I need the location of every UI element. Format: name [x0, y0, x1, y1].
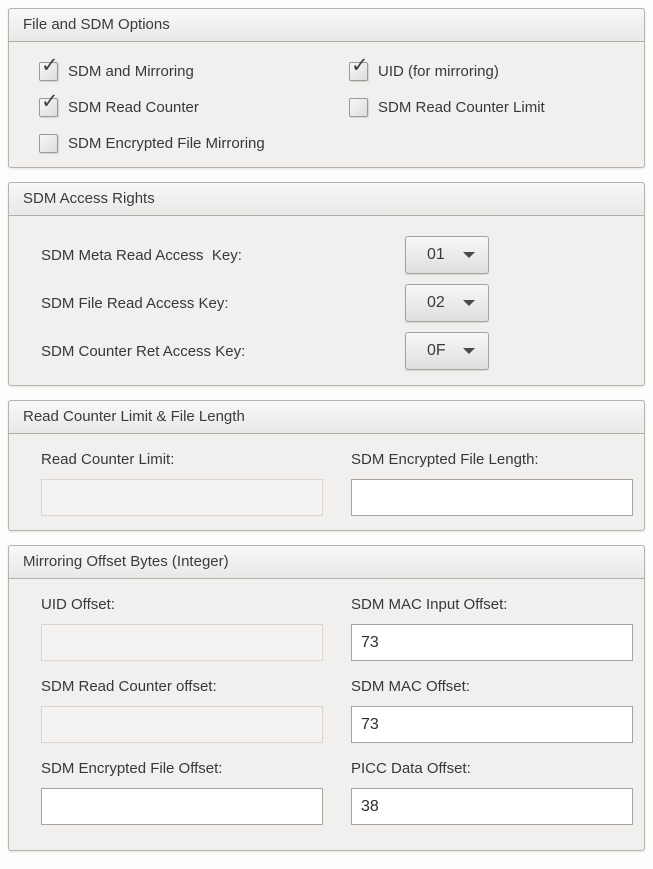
checkbox-grid	[9, 42, 644, 167]
checkbox-box	[39, 90, 59, 117]
group-file-and-sdm-options	[8, 8, 645, 168]
field-label: Read Counter Limit:	[41, 451, 175, 468]
field-picc-data-offset	[351, 743, 633, 825]
field-sdm-mac-offset	[351, 661, 633, 743]
checkbox-sdm-encrypted-file-mirroring[interactable]	[39, 133, 349, 154]
access-rights-row	[9, 327, 644, 375]
caret-down-icon	[463, 300, 475, 306]
input-picc-data-offset[interactable]	[351, 788, 633, 825]
checkbox-label: SDM Read Counter	[68, 99, 199, 116]
field-label: UID Offset:	[41, 596, 115, 613]
group-mirroring-offset-bytes	[8, 545, 645, 851]
dropdown-selected-value: 01	[427, 246, 445, 263]
checkbox-box	[39, 134, 58, 153]
group-title-sdm-access-rights: SDM Access Rights	[9, 183, 644, 216]
field-label: SDM MAC Offset:	[351, 678, 470, 695]
group-read-counter-limit-file-length	[8, 400, 645, 531]
field-label: SDM Encrypted File Length:	[351, 451, 539, 468]
checkbox-box	[349, 54, 369, 81]
checkbox-label: SDM Read Counter Limit	[378, 99, 545, 116]
checkmark-icon: ✓	[41, 54, 59, 77]
field-label: SDM Counter Ret Access Key:	[41, 342, 246, 360]
input-sdm-encrypted-file-length[interactable]	[351, 479, 633, 516]
input-sdm-read-counter-offset	[41, 706, 323, 743]
input-sdm-mac-offset[interactable]	[351, 706, 633, 743]
checkbox-box	[39, 54, 59, 81]
checkbox-sdm-read-counter-limit[interactable]	[349, 97, 634, 118]
field-sdm-encrypted-file-offset	[41, 743, 323, 825]
checkbox-label: UID (for mirroring)	[378, 63, 499, 80]
field-label: SDM Meta Read Access Key:	[41, 246, 242, 264]
dropdown-sdm-meta-read-access-key[interactable]	[405, 236, 489, 274]
checkbox-uid-for-mirroring[interactable]	[349, 54, 634, 82]
checkbox-label: SDM and Mirroring	[68, 63, 194, 80]
dropdown-sdm-counter-ret-access-key[interactable]	[405, 332, 489, 370]
field-sdm-mac-input-offset	[351, 579, 633, 661]
input-sdm-encrypted-file-offset[interactable]	[41, 788, 323, 825]
field-label: SDM File Read Access Key:	[41, 294, 229, 312]
field-uid-offset	[41, 579, 323, 661]
fields-grid	[9, 434, 644, 530]
checkbox-label: SDM Encrypted File Mirroring	[68, 135, 265, 152]
caret-down-icon	[463, 348, 475, 354]
field-read-counter-limit	[41, 434, 323, 516]
input-sdm-mac-input-offset[interactable]	[351, 624, 633, 661]
fields-grid	[9, 579, 644, 850]
group-title-file-and-sdm-options: File and SDM Options	[9, 9, 644, 42]
field-label: SDM MAC Input Offset:	[351, 596, 508, 613]
dropdown-sdm-file-read-access-key[interactable]	[405, 284, 489, 322]
caret-down-icon	[463, 252, 475, 258]
field-sdm-encrypted-file-length	[351, 434, 633, 516]
field-label: PICC Data Offset:	[351, 760, 471, 777]
checkbox-box	[349, 98, 368, 117]
field-label: SDM Encrypted File Offset:	[41, 760, 223, 777]
dropdown-selected-value: 0F	[427, 342, 446, 359]
field-label: SDM Read Counter offset:	[41, 678, 217, 695]
access-rights-row	[9, 231, 644, 279]
checkbox-sdm-and-mirroring[interactable]	[39, 54, 349, 82]
checkbox-sdm-read-counter[interactable]	[39, 90, 349, 118]
checkmark-icon: ✓	[351, 54, 369, 77]
group-sdm-access-rights	[8, 182, 645, 386]
access-rights-row	[9, 279, 644, 327]
group-title-mirroring-offset-bytes: Mirroring Offset Bytes (Integer)	[9, 546, 644, 579]
access-rights-body	[9, 216, 644, 385]
dropdown-selected-value: 02	[427, 294, 445, 311]
checkmark-icon: ✓	[41, 90, 59, 113]
input-uid-offset	[41, 624, 323, 661]
input-read-counter-limit	[41, 479, 323, 516]
group-title-read-counter-limit: Read Counter Limit & File Length	[9, 401, 644, 434]
field-sdm-read-counter-offset	[41, 661, 323, 743]
